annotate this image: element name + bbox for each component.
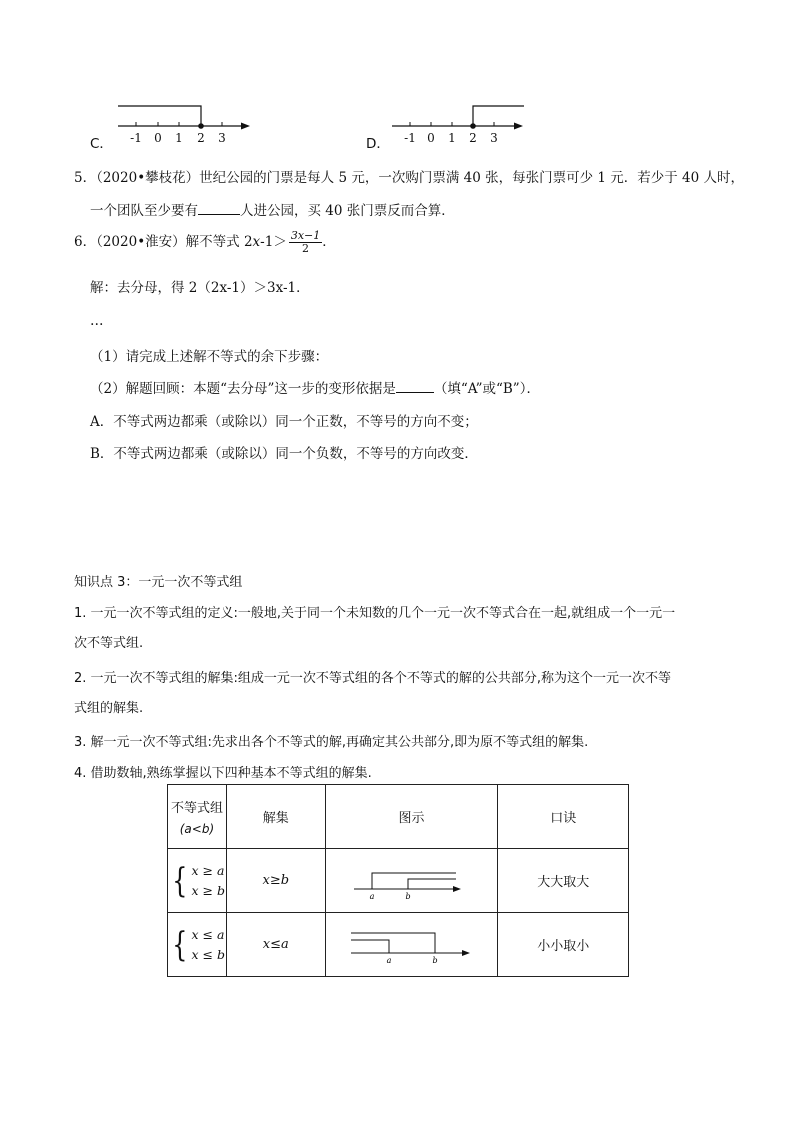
header-condition: (a<b) (179, 822, 215, 836)
system-line: x ≤ a (191, 926, 225, 942)
arrow-icon (462, 950, 470, 956)
question-6-part-2-hint: （填“A”或“B”）． (433, 381, 540, 397)
point-a-label: a (386, 955, 391, 965)
knowledge-2-line-2: 式组的解集. (74, 701, 144, 716)
header-system (168, 785, 227, 849)
variable-x: x (252, 234, 261, 250)
option-d-tick-label: 0 (427, 131, 435, 145)
option-c-tick-label: 0 (154, 131, 162, 145)
table-row (168, 913, 629, 977)
knowledge-1-line-1: 1. 一元一次不等式组的定义:一般地,关于同一个未知数的几个一元一次不等式合在一起,就组成一个一元一 (74, 606, 676, 621)
question-5-line-1: 5．（2020•攀枝花）世纪公园的门票是每人 5 元，一次购门票满 40 张，每张门票可少 1 元．若少于 40 人时， (74, 170, 745, 186)
question-6-mid: -1＞ (260, 234, 287, 250)
brace-icon: { (172, 924, 188, 965)
diagram-greater (352, 861, 472, 901)
ellipsis: … (90, 313, 104, 329)
system-brace (169, 861, 225, 901)
question-6-part-2-text: （2）解题回顾：本题“去分母”这一步的变形依据是 (90, 381, 396, 397)
section-title: 知识点 3：一元一次不等式组 (74, 575, 243, 590)
diagram-cell (325, 849, 498, 913)
question-6-prefix: 6．（2020•淮安）解不等式 2 (74, 234, 253, 250)
option-c-arrow-icon (241, 123, 250, 130)
option-c-number-line (110, 98, 260, 150)
question-6-suffix: ． (322, 234, 336, 250)
system-cell (168, 913, 227, 977)
ray-a (351, 940, 389, 953)
solution-cell: x≤a (226, 913, 325, 977)
fraction (289, 230, 322, 255)
brace-icon: { (172, 860, 188, 901)
ray-b (408, 879, 456, 889)
fraction-numerator: 3x−1 (290, 229, 321, 242)
arrow-icon (453, 886, 461, 892)
option-b: B．不等式两边都乘（或除以）同一个负数，不等号的方向改变． (90, 446, 478, 462)
option-c-tick-label: 1 (175, 131, 183, 145)
option-d-tick-label: -1 (404, 131, 416, 145)
question-6-stem (74, 230, 336, 255)
system-line: x ≤ b (191, 946, 226, 962)
header-solution: 解集 (226, 785, 325, 849)
option-c-tick-label: 3 (218, 131, 226, 145)
header-rule: 口诀 (498, 785, 629, 849)
table-header-row (168, 785, 629, 849)
point-a-label: a (369, 891, 374, 901)
option-c-label: C． (90, 136, 113, 152)
answer-blank[interactable] (396, 379, 434, 393)
diagram-less (347, 925, 477, 965)
question-6-solution: 解：去分母，得 2（2x-1）＞3x-1． (90, 280, 310, 296)
inequality-systems-table (167, 784, 629, 977)
point-b-label: b (404, 891, 411, 901)
table-row (168, 849, 629, 913)
option-d-arrow-icon (514, 123, 523, 130)
question-5-line-2 (90, 199, 455, 219)
knowledge-4: 4. 借助数轴,熟练掌握以下四种基本不等式组的解集. (74, 766, 372, 781)
option-c-solution-ray (118, 106, 201, 126)
question-6-part-1: （1）请完成上述解不等式的余下步骤： (90, 349, 329, 365)
point-b-label: b (431, 955, 438, 965)
option-c-tick-label: -1 (130, 131, 142, 145)
option-d-tick-label: 1 (448, 131, 456, 145)
option-d-number-line (386, 98, 536, 150)
rule-cell: 小小取小 (498, 913, 629, 977)
header-diagram: 图示 (325, 785, 498, 849)
question-5-text-a: 一个团队至少要有 (90, 203, 198, 219)
diagram-cell (325, 913, 498, 977)
header-system-label: 不等式组 (170, 801, 223, 816)
system-cell (168, 849, 227, 913)
system-line: x ≥ a (191, 862, 225, 878)
question-6-part-2 (90, 377, 540, 397)
option-d-solution-ray (473, 106, 524, 126)
knowledge-1-line-2: 次不等式组. (74, 636, 144, 651)
system-line: x ≥ b (191, 882, 226, 898)
knowledge-3: 3. 解一元一次不等式组:先求出各个不等式的解,再确定其公共部分,即为原不等式组的解集. (74, 735, 589, 750)
solution-cell: x≥b (226, 849, 325, 913)
option-a: A．不等式两边都乘（或除以）同一个正数，不等号的方向不变； (90, 414, 478, 430)
answer-blank[interactable] (198, 201, 240, 215)
system-brace (169, 925, 225, 965)
question-5-text-b: 人进公园，买 40 张门票反而合算． (240, 203, 455, 219)
option-d-label: D． (366, 136, 390, 152)
rule-cell: 大大取大 (498, 849, 629, 913)
option-d-tick-label: 2 (469, 131, 477, 145)
ray-b (351, 933, 435, 953)
option-d-tick-label: 3 (490, 131, 498, 145)
ray-a (372, 873, 456, 889)
option-c-tick-label: 2 (197, 131, 205, 145)
knowledge-2-line-1: 2. 一元一次不等式组的解集:组成一元一次不等式组的各个不等式的解的公共部分,称为这个一元一次不等 (74, 671, 672, 686)
fraction-denominator: 2 (302, 242, 310, 255)
